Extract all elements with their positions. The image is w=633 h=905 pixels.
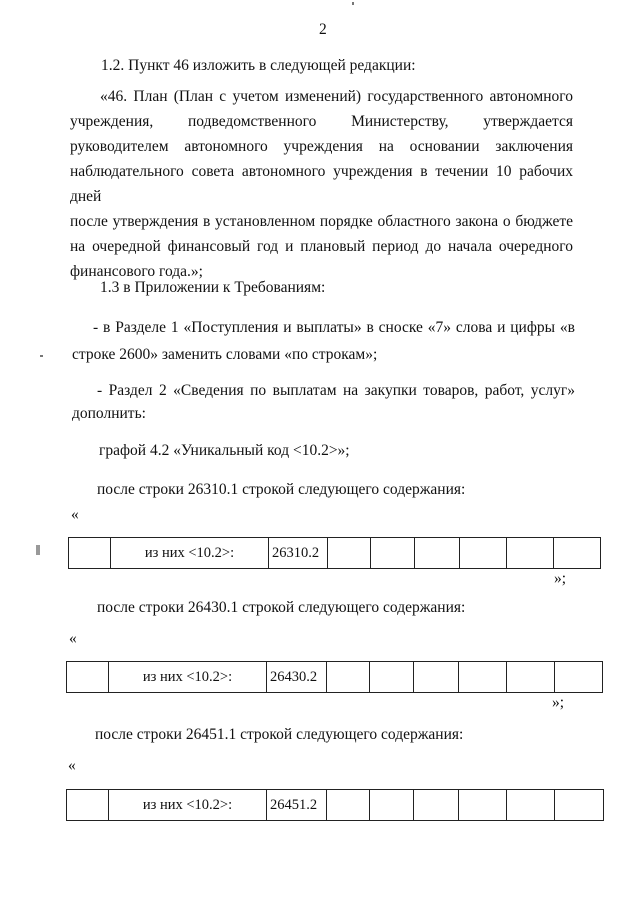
table-cell xyxy=(69,538,111,569)
row-label: из них <10.2>: xyxy=(109,662,267,693)
after-row-text: после строки 26310.1 строкой следующего содержания: xyxy=(97,481,466,498)
scan-mark xyxy=(352,2,354,5)
table-cell xyxy=(327,790,370,821)
paragraph-line: дополнить: xyxy=(72,405,146,422)
paragraph-line: руководителем автономного учреждения на основании заключения xyxy=(70,138,573,155)
after-row-text: после строки 26451.1 строкой следующего содержания: xyxy=(95,726,464,743)
table-cell xyxy=(554,538,601,569)
paragraph-line: «46. План (План с учетом изменений) государственного автономного xyxy=(100,88,573,105)
graph-line: графой 4.2 «Уникальный код <10.2>»; xyxy=(99,442,350,459)
table-cell xyxy=(67,662,109,693)
paragraph-line: наблюдательного совета автономного учреждения в течении 10 рабочих дней xyxy=(70,163,573,205)
row-code: 26451.2 xyxy=(267,790,327,821)
open-quote: « xyxy=(71,506,79,523)
paragraph-line: финансового года.»; xyxy=(70,263,203,280)
paragraph-line: на очередной финансовый год и плановый период до начала очередного xyxy=(70,238,573,255)
paragraph-line: после утверждения в установленном порядке областного закона о бюджете xyxy=(70,213,573,230)
close-quote: »; xyxy=(552,694,565,711)
item-1-3: 1.3 в Приложении к Требованиям: xyxy=(100,279,326,296)
table-cell xyxy=(67,790,109,821)
page-number: 2 xyxy=(319,21,327,38)
row-label: из них <10.2>: xyxy=(111,538,269,569)
table-cell xyxy=(370,790,414,821)
table-cell xyxy=(459,662,507,693)
table-row xyxy=(66,789,604,821)
open-quote: « xyxy=(68,757,76,774)
table-cell xyxy=(414,790,459,821)
row-code: 26430.2 xyxy=(267,662,327,693)
table-cell xyxy=(371,538,415,569)
table-row xyxy=(66,661,603,693)
close-quote: »; xyxy=(554,570,567,587)
table-cell xyxy=(459,790,507,821)
table-cell xyxy=(414,662,459,693)
item-1-2: 1.2. Пункт 46 изложить в следующей редакции: xyxy=(101,57,416,74)
table-cell xyxy=(507,662,555,693)
after-row-text: после строки 26430.1 строкой следующего содержания: xyxy=(97,599,466,616)
section1-paragraph xyxy=(93,315,575,340)
table-cell xyxy=(555,790,604,821)
table-cell xyxy=(507,538,554,569)
section2-paragraph xyxy=(97,378,575,403)
table-row xyxy=(68,537,601,569)
table-cell xyxy=(370,662,414,693)
table-cell xyxy=(555,662,603,693)
paragraph-line: строке 2600» заменить словами «по строкам»; xyxy=(72,346,378,363)
scan-mark xyxy=(40,355,43,357)
paragraph-line: - Раздел 2 «Сведения по выплатам на закупки товаров, работ, услуг» xyxy=(97,382,575,399)
scan-mark xyxy=(36,545,40,555)
paragraph-line: учреждения, подведомственного Министерству, утверждается xyxy=(70,113,573,130)
table-cell xyxy=(460,538,507,569)
table-cell xyxy=(328,538,371,569)
table-cell xyxy=(415,538,460,569)
table-cell xyxy=(327,662,370,693)
row-label: из них <10.2>: xyxy=(109,790,267,821)
table-cell xyxy=(507,790,555,821)
row-code: 26310.2 xyxy=(269,538,328,569)
paragraph-line: - в Разделе 1 «Поступления и выплаты» в сноске «7» слова и цифры «в xyxy=(93,319,575,336)
open-quote: « xyxy=(69,630,77,647)
